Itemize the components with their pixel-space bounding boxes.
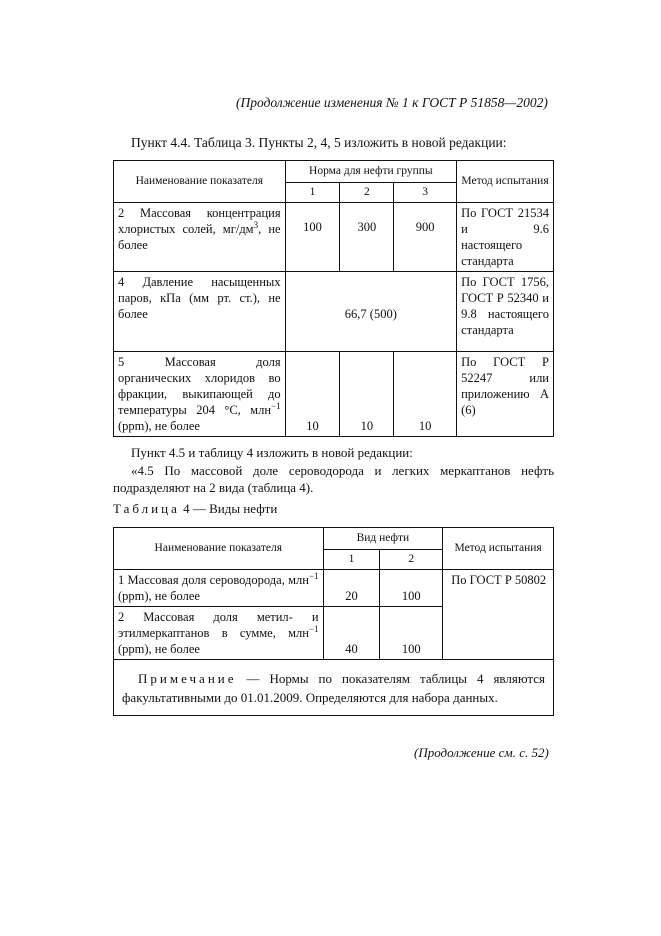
t3-row-2-method: По ГОСТ 21534 и 9.6 настоящего стандарта (457, 203, 554, 272)
t4-col-kind: Вид нефти (323, 528, 443, 550)
t4-row-2-val-1: 40 (323, 607, 380, 660)
t3-col-method: Метод испытания (457, 161, 554, 203)
page-header: (Продолжение изменения № 1 к ГОСТ Р 51858—2002) (236, 95, 548, 110)
t4-note: Примечание — Нормы по показателям таблицы 4 являются факультативными до 01.01.2009. Определяются для набора данных. (114, 660, 554, 716)
paragraph-4-5-intro: Пункт 4.5 и таблицу 4 изложить в новой редакции: (131, 445, 413, 460)
t3-row-5-name: 5 Массовая доля органических хлоридов во фракции, выкипающей до температуры 204 °С, млн$^{-1}$ (ppm), не более (114, 352, 286, 437)
t4-row-2-val-2: 100 (380, 607, 443, 660)
t3-row-2-val-3: 900 (394, 203, 457, 272)
t4-kind-1: 1 (323, 550, 380, 570)
t3-row-4-method: По ГОСТ 1756, ГОСТ Р 52340 и 9.8 настоящего стандарта (457, 272, 554, 352)
t3-row-2-name: 2 Массовая концентрация хлористых солей, $мг/дм^3$, не более (114, 203, 286, 272)
t3-row-4-value: 66,7 (500) (285, 272, 456, 352)
t3-row-5-method: По ГОСТ Р 52247 или приложению А (6) (457, 352, 554, 437)
t3-group-3: 3 (394, 183, 457, 203)
t4-row-2-name: 2 Массовая доля метил- и этилмеркаптанов в сумме, млн$^{-1}$ (ppm), не более (114, 607, 324, 660)
t3-row-5-val-3: 10 (394, 352, 457, 437)
t3-row-2-val-2: 300 (340, 203, 394, 272)
t4-col-method: Метод испытания (443, 528, 554, 570)
t3-group-1: 1 (285, 183, 340, 203)
t3-group-2: 2 (340, 183, 394, 203)
t3-row-2-val-1: 100 (285, 203, 340, 272)
t3-col-group: Норма для нефти группы (285, 161, 456, 183)
table-4-title: Таблица 4 — Виды нефти (113, 501, 278, 516)
t3-col-name: Наименование показателя (114, 161, 286, 203)
t3-row-5-val-2: 10 (340, 352, 394, 437)
t4-row-1-val-1: 20 (323, 570, 380, 607)
t3-row-5-val-1: 10 (285, 352, 340, 437)
t4-row-1-name: 1 Массовая доля сероводорода, млн$^{-1}$ (ppm), не более (114, 570, 324, 607)
table-3 (113, 160, 554, 437)
paragraph-4-5: «4.5 По массовой доле сероводорода и легких меркаптанов нефть подразделяют на 2 вида (таблица 4). (113, 463, 554, 495)
t4-method: По ГОСТ Р 50802 (443, 570, 554, 660)
t4-row-1-val-2: 100 (380, 570, 443, 607)
intro-paragraph: Пункт 4.4. Таблица 3. Пункты 2, 4, 5 изложить в новой редакции: (131, 135, 507, 150)
table-4 (113, 527, 554, 716)
t4-col-name: Наименование показателя (114, 528, 324, 570)
page-footer: (Продолжение см. с. 52) (414, 745, 549, 760)
t3-row-4-name: 4 Давление насыщенных паров, кПа (мм рт. ст.), не более (114, 272, 286, 352)
t4-kind-2: 2 (380, 550, 443, 570)
